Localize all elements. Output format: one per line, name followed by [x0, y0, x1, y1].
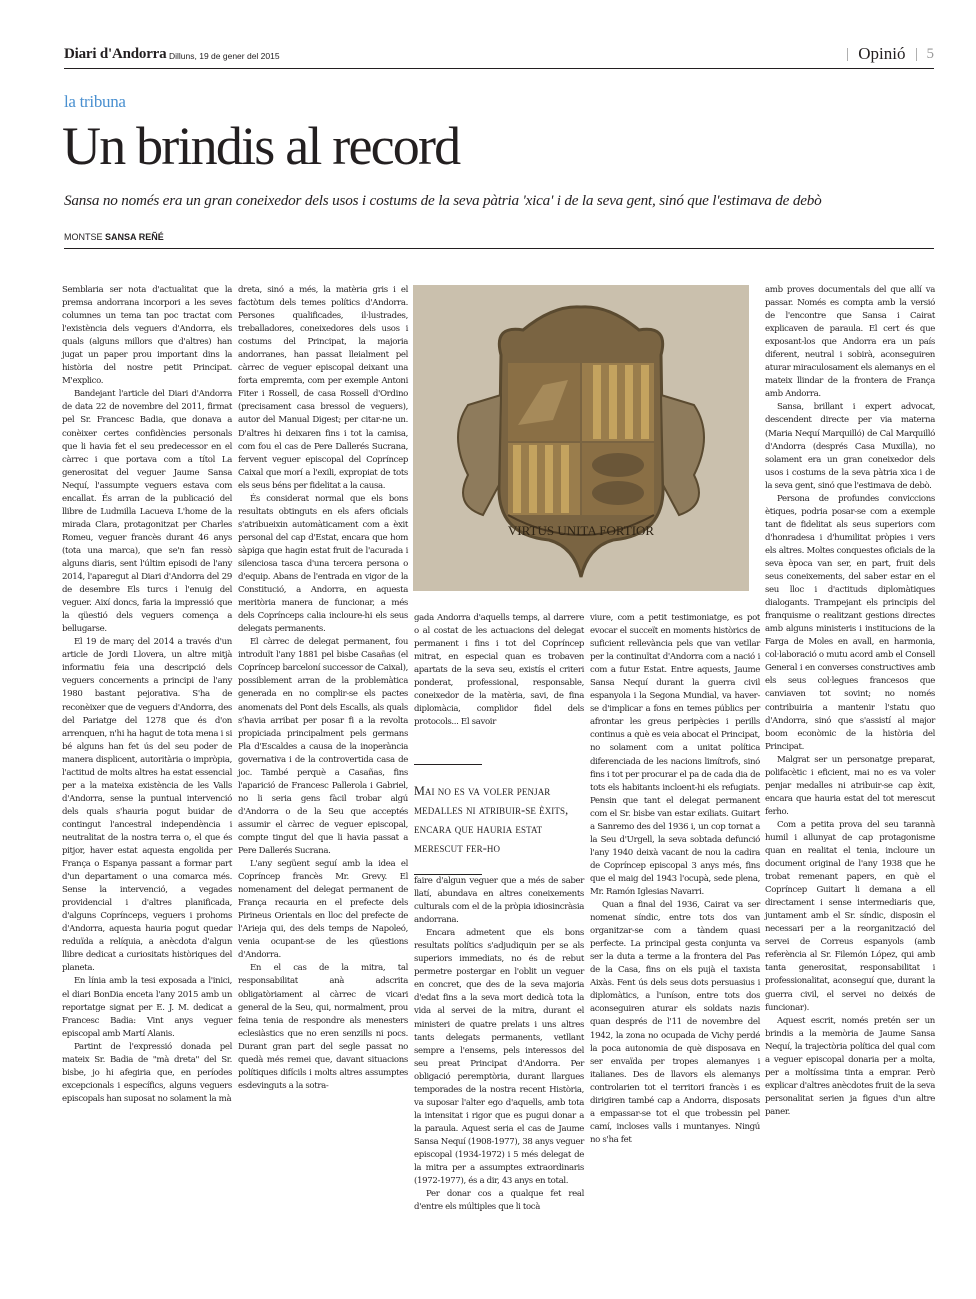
section-name: Opinió [858, 44, 906, 63]
paragraph: Com a petita prova del seu tarannà humil i allunyat de cap protagonisme quan en realitat el tenia, incloure un document original de l'any 1938 que he trobat remenant papers, en què el Copríncep Guitart li demana a ell directament i sense intermediaris que, juntament amb el Sr. síndic, disposin el necessari per a la reorganització del servei de Correus espanyols (amb referència al Sr. Filemón López, qui amb tanta generositat, responsabilitat i professionalitat, aconseguí que, durant la guerra civil, el servei no deixés de funcionar). [765, 819, 935, 1013]
coat-of-arms-image [413, 285, 749, 591]
article-column-3-continued [414, 875, 584, 1214]
paragraph: El càrrec de delegat permanent, fou introduït l'any 1881 pel bisbe Casañas (el Copríncep barceloní successor de Caixal), possiblement arran de la problemàtica generada en no complir-se els pactes anomenats del Pont dels Escalls, als quals s'havia arribat per posar fi a la revolta propiciada principalment pels germans Pla d'Escaldes a causa de la inoperància governativa i de la controvertida casa de joc. També perquè a Casañas, fins l'aparició de Francesc Pallerola i Gabriel, no li seria gens fàcil trobar algú d'Andorra o de la Seu que acceptés assumir el càrrec de veguer episcopal, compte tingut del que li havia passat a Pere Dallerés Sucrana. [238, 637, 408, 857]
paragraph: Quan a final del 1936, Cairat va ser nomenat síndic, entre tots dos van organitzar-se com a tàndem quasi perfecte. La principal gesta conjunta va ser la duta a terme a la frontera del Pas de la Casa, fins on els pujà el taxista Aixàs. Fent ús dels seus dots persuasius i diplomàtics, a l'uníson, entre tots dos aconseguiren aturar els soldats nazis quan després de l'11 de novembre del 1942, la zona no ocupada de Vichy perdé la poca autonomia de què disposava en ser envaïda per tropes alemanyes i italianes. Des de llavors els alemanys controlarien tot el territori francès i es dirigiren també cap a Andorra, disposats a empassar-se tot el que trobessin pel camí, incloses valls i muntanyes. Ningú no s'ha fet [590, 900, 760, 1145]
paragraph: amb proves documentals del que allí va passar. Només es compta amb la versió de l'encontre que Sansa i Cairat explicaven de paraula. El cert és que exposant-los que Andorra era un país diferent, neutral i sobirà, aconseguiren aturar miraculosament els alemanys en el mateix llindar de la frontera de França amb Andorra. [765, 285, 935, 400]
paragraph: Encara admetent que els bons resultats polítics s'adjudiquin per se als superiors immediats, no és de rebut permetre postergar en l'oblit un veguer en concret, que des de la seva majoria d'edat fins a la seva mort dedicà tota la vida al servei de la mitra, durant el ministeri de quatre prelats i uns altres tants delegats permanents, vetllant sempre a l'ensems, pels interessos del seu preat Principat d'Andorra. Per obligació peremptòria, durant llargues temporades de la nostra recent Història, va suposar l'alter ego d'aquells, amb tota la intensitat i rigor que es pugui donar a la paraula. Aquest seria el cas de Jaume Sansa Nequí (1908-1977), 38 anys veguer episcopal (1934-1972) i 5 més delegat de la mitra per a assumptes extraordinaris (1972-1977), és a dir, 43 anys en total. [414, 928, 584, 1187]
paragraph: El 19 de març del 2014 a través d'un article de Jordi Llovera, un altre mitjà informatiu feia una descripció dels veguers concernents a principi de l'any 1980 bastant pejorativa. S'ha de reconèixer que de veguers d'Andorra, des del Pariatge del 1278 que és d'on arrenquen, n'hi ha hagut de tota mena i si bé alguns han fet ús del seu poder de manera displicent, autoritària o impròpia, l'actitud de molts altres ha estat essencial per a la mateixa existència de les Valls d'Andorra, sense la puntual intervenció dels quals s'hauria pogut buidar de contingut l'ancestral independència i neutralitat de la nostra terra o, el que és pitjor, haver estat aquesta engolida per França o Espanya passant a formar part d'un departament o una comarca més. Sense la intervenció, a vegades providencial i d'altres planificada, d'alguns Coprínceps, veguers i prohoms d'Andorra, aquesta hauria pogut quedar reduïda a relíquia, a anècdota d'algun llibre dedicat a curiositats històriques del planeta. [62, 637, 232, 974]
paragraph: Bandejant l'article del Diari d'Andorra de data 22 de novembre del 2011, firmat pel Sr. Francesc Badia, que donava a conèixer certes confidències personals que li havia fet el seu predecessor en el càrrec i que portava com a títol La generositat del veguer Jaume Sansa Nequí, l'assumpte veguers estava com encallat. És arran de la publicació del llibre de Ludmilla Lacueva L'home de la mirada Clara, protagonitzat per Charles Romeu, veguer francès durant 46 anys (tota una marca), que se'n fan ressò alguns diaris, sent l'últim episodi de l'any 2014, l'aparegut al Diari d'Andorra del 29 de desembre Els turcs i l'enuig del veguer. Així doncs, faria la impressió que la qüestió dels veguers comença a bellugarse. [62, 389, 232, 635]
article-column-2 [238, 284, 408, 1093]
paragraph: L'any següent seguí amb la idea el Copríncep francès Mr. Grevy. El nomenament del delegat permanent de França recauria en el prefecte dels Pirineus Orientals en lloc del prefecte de l'Arieja qui, des dels temps de Napoleó, venia ocupant-se de les qüestions d'Andorra. [238, 859, 408, 961]
article-subtitle: Sansa no només era un gran coneixedor dels usos i costums de la seva pàtria 'xica' i de la seva gent, sinó que l'estimava de debò [64, 192, 822, 209]
article-column-3 [414, 612, 584, 729]
paragraph: Per donar cos a qualque fet real d'entre els múltiples que li tocà [414, 1189, 584, 1213]
article-column-5 [765, 284, 935, 1119]
paragraph: gada Andorra d'aquells temps, al darrere o al costat de les actuacions del delegat permanent i fins i tot del Copríncep mitrat, en especial quan es trobaven apartats de la seva seu, existís el criteri ponderat, professional, responsable, coneixedor de la matèria, savi, de fina diplomàcia, complidor fidel dels protocols... El savoir [414, 613, 584, 728]
byline [64, 232, 934, 249]
page-number: 5 [926, 45, 934, 62]
paragraph: Persona de profundes conviccions ètiques, podria posar-se com a exemple tant de fidelitat als seus superiors com d'honradesa i d'humilitat pròpies i vers els altres. Moltes conquestes oficials de la seva època van ser, en part, fruit dels seus coneixements, del saber estar en el seu lloc i d'actituds diplomàtiques dialogants. Trampejant els principis del franquisme o realitzant gestions directes amb alguns ministeris i institucions de la Farga de Moles en avall, en harmonia, col·laboració o mutu acord amb el Consell General i en converses constructives amb els seus col·legues francesos que canviaven tot sovint; no només contribuiria a mantenir l'statu quo d'Andorra, sinó que s'assistí al major boom econòmic de la història del Principat. [765, 493, 935, 752]
paragraph: faire d'algun veguer que a més de saber llatí, abundava en altres coneixements culturals com el de la pròpia idiosincràsia andorrana. [414, 876, 584, 926]
paragraph: Sansa, brillant i expert advocat, descendent directe per via materna (Maria Nequí Marquilló) de Cal Marquilló d'Andorra (després Casa Muxilla), no solament era un gran coneixedor dels usos i costums de la seva pàtria xica i de la seva gent, sinó que l'estimava de debò. [765, 402, 935, 491]
section-kicker: la tribuna [64, 92, 126, 111]
article-column-1 [62, 284, 232, 1106]
issue-date: Dilluns, 19 de gener del 2015 [169, 51, 280, 61]
masthead [64, 40, 934, 69]
author-first-name: MONTSE [64, 232, 103, 242]
newspaper-name: Diari d'Andorra [64, 46, 167, 62]
paragraph: Partint de l'expressió donada pel mateix Sr. Badia de "mà dreta" del Sr. bisbe, jo hi afegiria que, en períodes excepcionals i específics, alguns veguers episcopals han suposat no solament la mà [62, 1041, 232, 1104]
paragraph: dreta, sinó a més, la matèria gris i el factòtum dels temes polítics d'Andorra. Persones qualificades, il·lustrades, treballadores, coneixedores dels usos i costums del Principat, la majoria andorranes, han passat lleialment pel càrrec de veguer episcopal deixant una forta empremta, com per exemple Antoni Fiter i Rossell, de casa Rossell d'Ordino (precisament casa bressol de veguers), autor del Manual Digest; per citar-ne un. D'altres hi deixaren fins i tot la camisa, com fou el cas de Pere Dallerés Sucrana, fervent veguer episcopal del Copríncep Caixal que morí a l'exili, expropiat de tots els seus béns per fidelitat a la causa. [238, 285, 408, 491]
article-column-4 [590, 612, 760, 1147]
paragraph: Aquest escrit, només pretén ser un brindis a la memòria de Jaume Sansa Nequí, la trajectòria política del qual com a veguer episcopal donaria per a molta, per a moltíssima tinta a emprar. Però explicar d'altres anècdotes fruit de la seva personalitat serien ja figues d'un altre paner. [765, 1015, 935, 1117]
paragraph: Malgrat ser un personatge preparat, polifacètic i eficient, mai no es va voler penjar medalles ni atribuir-se cap èxit, encara que hauria estat del tot merescut ferho. [765, 754, 935, 817]
separator [847, 48, 848, 61]
divider [414, 764, 482, 765]
paragraph: En el cas de la mitra, tal responsabilitat anà adscrita obligatòriament al càrrec de vicari general de la Seu, qui, normalment, prou feina tenia de respondre als menesters eclesiàstics que no eren senzills ni pocs. Durant gran part del segle passat no quedà més remei que, davant situacions polítiques difícils i molts altres assumptes esdevinguts a la sotra- [238, 963, 408, 1091]
author-last-name: SANSA REÑÉ [105, 232, 164, 242]
paragraph: En línia amb la tesi exposada a l'inici, el diari BonDia enceta l'any 2015 amb un reportatge signat per E. J. M. dedicat a Francesc Badia: Vint anys veguer episcopal amb Martí Alanis. [62, 976, 232, 1039]
article-title: Un brindis al record [62, 116, 460, 176]
paragraph: És considerat normal que els bons resultats obtinguts en els afers oficials s'atribueixin automàticament com a èxit personal del cap d'Estat, encara que hom sàpiga que hagin estat fruit de l'acurada i silenciosa tasca d'una tercera persona o d'equip. Abans de l'entrada en vigor de la Constitució, a Andorra, en aquesta meritòria manera de funcionar, a més dels Coprínceps calia incloure-hi els seus delegats permanents. [238, 493, 408, 635]
motto-text: VIRTUS UNITA FORTIOR [507, 523, 655, 538]
pull-quote-text: Mai no es va voler penjar medalles ni atribuir-se èxits, encara que hauria estat merescut fer-ho [414, 784, 569, 855]
coat-of-arms-photo [413, 285, 749, 591]
separator [916, 48, 917, 61]
section-label [837, 44, 934, 64]
paragraph: Semblaria ser nota d'actualitat que la premsa andorrana incorpori a les seves columnes un tema tan poc tractat com l'existència dels veguers d'Andorra, els quals (alguns millors que d'altres) han jugat un paper prou important dins la història del nostre petit Principat. M'explico. [62, 285, 232, 387]
paragraph: viure, com a petit testimoniatge, es pot evocar el succeït en moments històrics de suficient rellevància pels que van vetllar per la continuïtat d'Andorra com a nació i com a futur Estat. Entre aquests, Jaume Sansa Nequí durant la guerra civil espanyola i la Segona Mundial, va haver-se d'implicar a fons en temes públics per afrontar les greus peripècies i perills continus a què es veia abocat el Principat, no solament com a unitat política diferenciada de les nacions limítrofs, sinó fins i tot per procurar el pa de cada dia de tots els habitants incloent-hi els refugiats. Pensin que tant el delegat permanent com el Sr. bisbe van estar exiliats. Guitart a Sanremo des del 1936 i, un cop tornat a la Seu d'Urgell, la seva sobtada defunció l'any 1940 deixà vacant de nou la cadira de Copríncep episcopal 3 anys més, fins que el maig del 1943 l'ocupà, sede plena, Mr. Ramón Iglesias Navarri. [590, 613, 760, 897]
pull-quote [414, 764, 584, 875]
